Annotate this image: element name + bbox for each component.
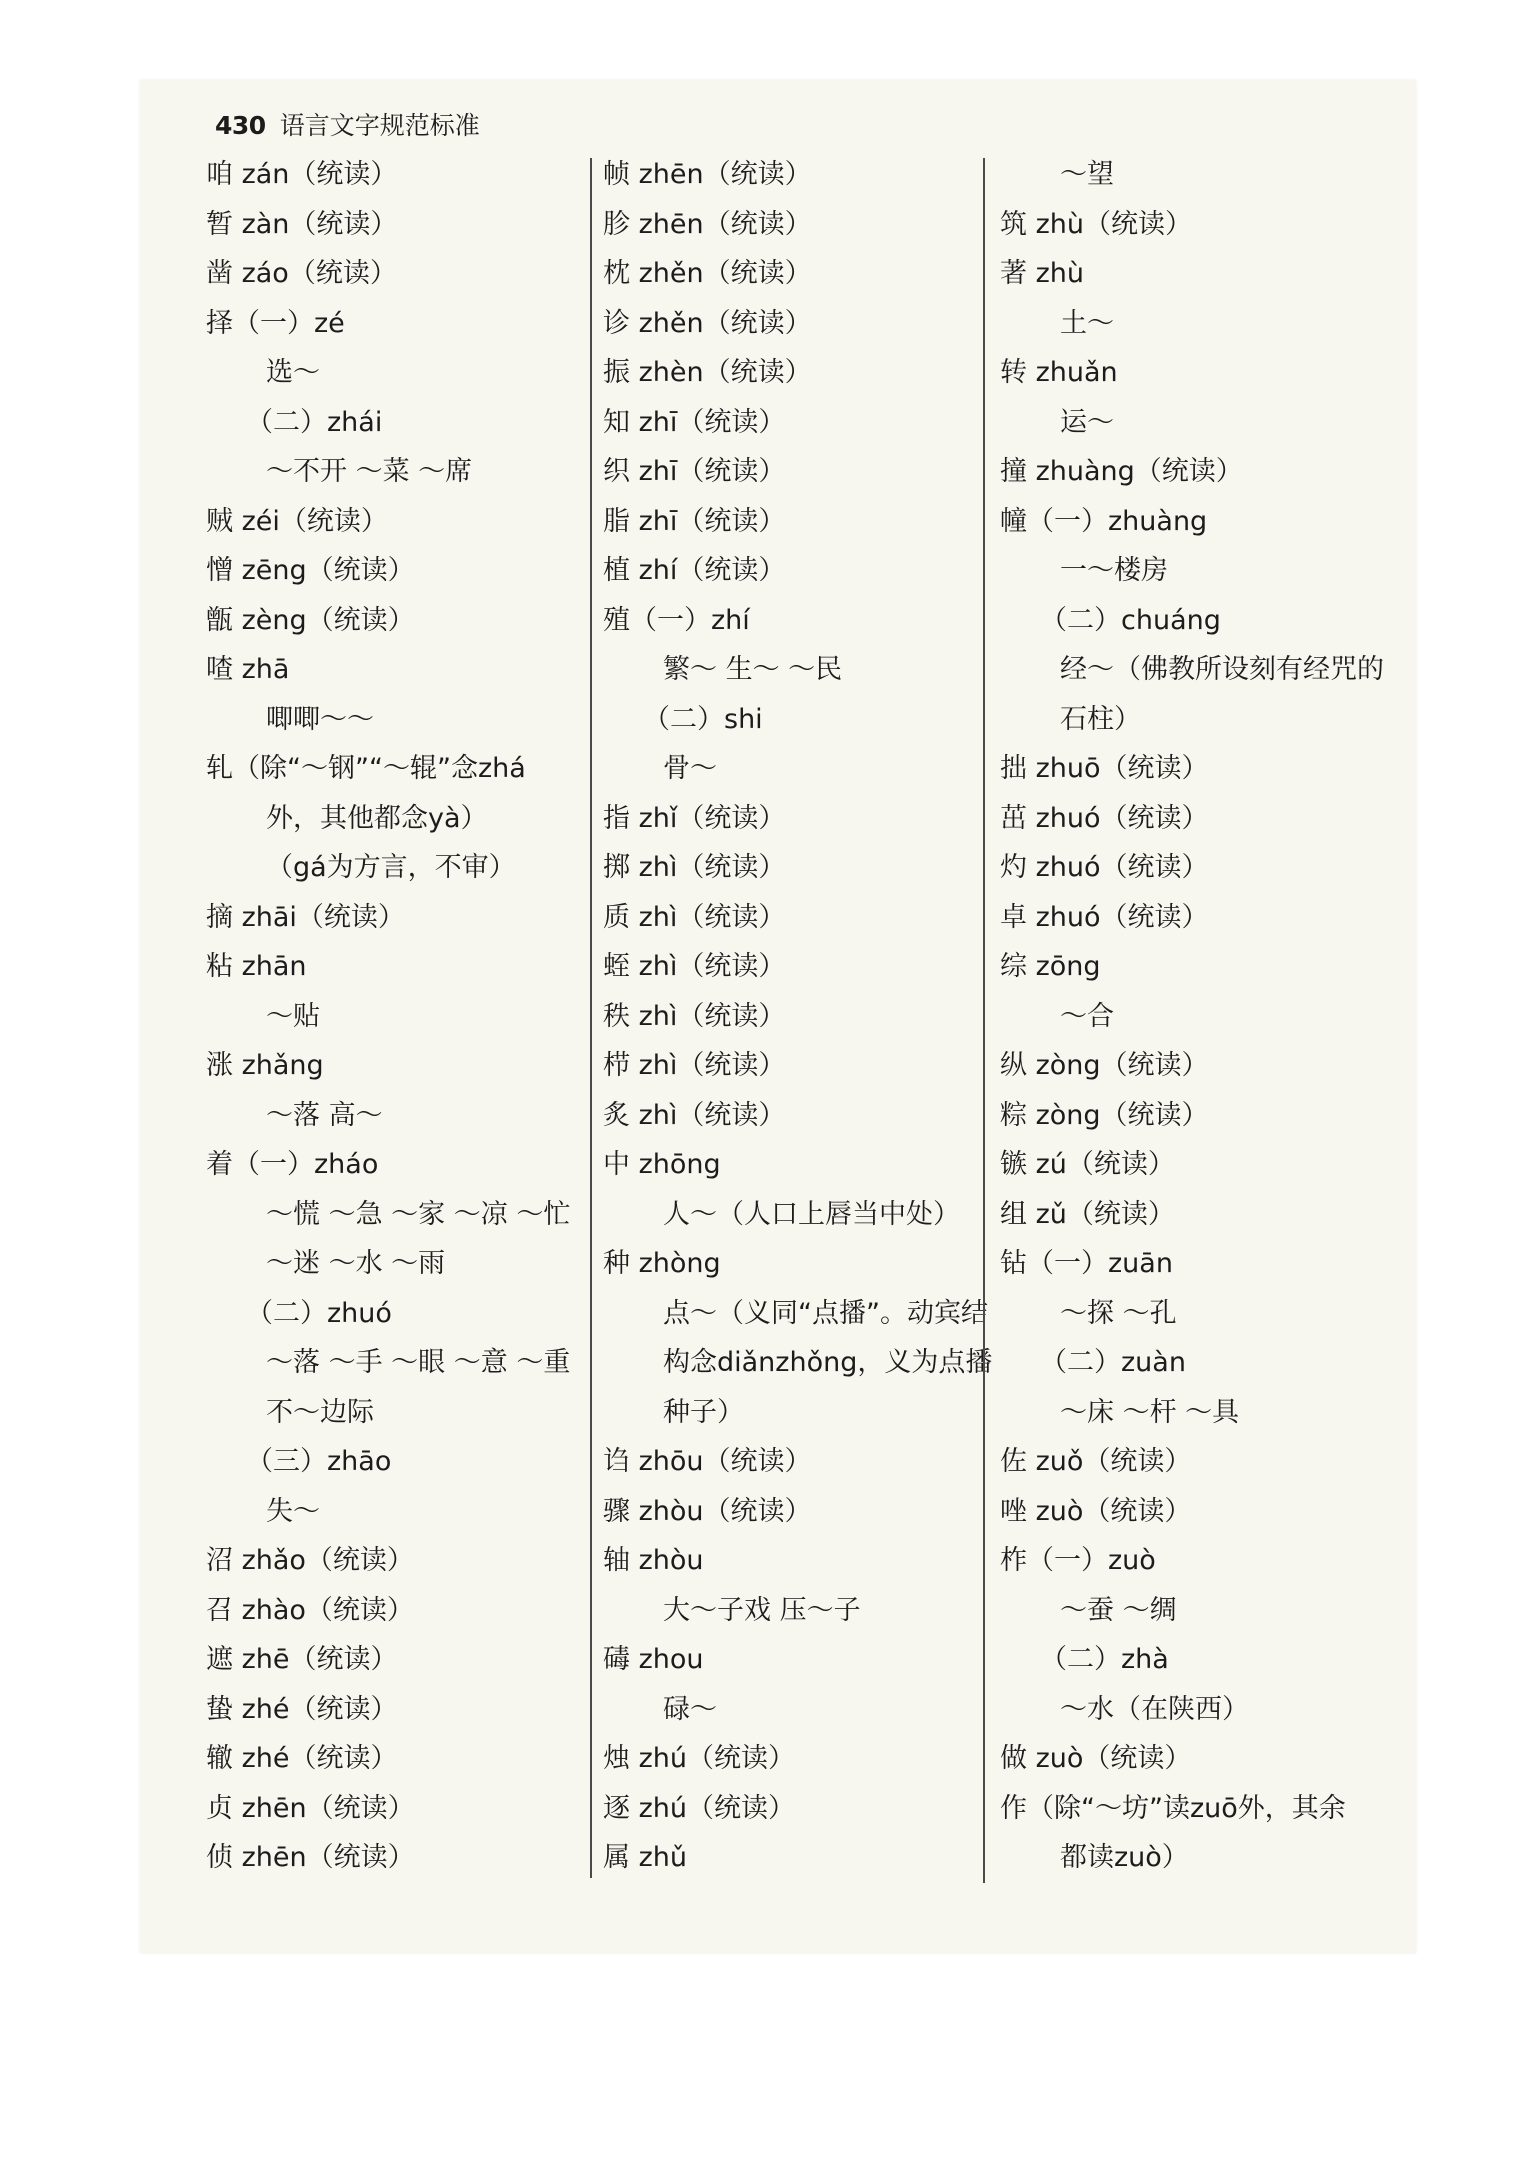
dictionary-entry: 暂 zàn（统读） — [206, 208, 398, 240]
dictionary-entry: 钻（一）zuān — [1000, 1248, 1173, 1279]
dictionary-entry: 帧 zhēn（统读） — [603, 159, 812, 190]
dictionary-entry: 粘 zhān — [206, 951, 307, 982]
dictionary-entry: 遮 zhē（统读） — [206, 1644, 398, 1675]
entry-subline: 骨～ — [663, 753, 717, 784]
dictionary-entry: 贞 zhēn（统读） — [206, 1792, 415, 1824]
dictionary-entry: 指 zhǐ（统读） — [603, 802, 786, 834]
entry-subline: ～床 ～杆 ～具 — [1060, 1396, 1240, 1428]
entry-subline: ～水（在陕西） — [1060, 1693, 1249, 1725]
dictionary-entry: 逐 zhú（统读） — [603, 1792, 795, 1824]
dictionary-entry: 脂 zhī（统读） — [603, 505, 786, 537]
dictionary-entry: 灼 zhuó（统读） — [1000, 852, 1209, 883]
dictionary-entry: 胗 zhēn（统读） — [603, 208, 812, 240]
dictionary-entry: 召 zhào（统读） — [206, 1594, 414, 1626]
entry-subline: （二）chuáng — [1040, 604, 1221, 636]
entry-subline: 点～（义同“点播”。动宾结 — [663, 1297, 988, 1329]
dictionary-entry: 镞 zú（统读） — [1000, 1149, 1175, 1180]
entry-column-1 — [206, 150, 586, 1883]
book-title: 语言文字规范标准 — [279, 111, 480, 140]
dictionary-entry: 著 zhù — [1000, 258, 1084, 289]
entry-subline: （二）zhuó — [246, 1297, 392, 1329]
dictionary-entry: 作（除“～坊”读zuō外，其余 — [1000, 1792, 1346, 1824]
entry-subline: 经～（佛教所设刻有经咒的 — [1060, 654, 1384, 685]
dictionary-entry: 转 zhuǎn — [1000, 357, 1118, 388]
dictionary-entry: 甑 zèng（统读） — [206, 604, 415, 636]
entry-subline: 失～ — [266, 1495, 320, 1527]
dictionary-entry: 憎 zēng（统读） — [206, 555, 415, 586]
dictionary-entry: 轴 zhòu — [603, 1545, 704, 1576]
dictionary-entry: 诌 zhōu（统读） — [603, 1446, 812, 1477]
entry-subline: ～贴 — [266, 1000, 320, 1032]
entry-subline: ～慌 ～急 ～家 ～凉 ～忙 — [266, 1198, 571, 1230]
dictionary-entry: 拙 zhuō（统读） — [1000, 753, 1209, 784]
dictionary-entry: 中 zhōng — [603, 1149, 721, 1180]
entry-subline: 大～子戏 压～子 — [663, 1594, 861, 1626]
dictionary-entry: 着（一）zháo — [206, 1149, 379, 1180]
dictionary-entry: 轧（除“～钢”“～辊”念zhá — [206, 753, 526, 784]
dictionary-entry: 枕 zhěn（统读） — [603, 258, 812, 289]
dictionary-entry: 植 zhí（统读） — [603, 555, 786, 586]
entry-subline: ～合 — [1060, 1000, 1114, 1032]
dictionary-entry: 粽 zòng（统读） — [1000, 1099, 1209, 1131]
entry-subline: （三）zhāo — [246, 1446, 392, 1477]
entry-subline: 不～边际 — [266, 1396, 374, 1428]
entry-subline: 选～ — [266, 357, 320, 388]
entry-subline: （gá为方言，不审） — [266, 852, 516, 883]
entry-subline: 构念diǎnzhǒng，义为点播 — [663, 1347, 993, 1378]
entry-subline: （二）shi — [643, 703, 763, 735]
entry-subline: （二）zuàn — [1040, 1347, 1186, 1378]
entry-subline: 都读zuò） — [1060, 1842, 1189, 1873]
dictionary-entry: 组 zǔ（统读） — [1000, 1198, 1175, 1230]
dictionary-entry: 侦 zhēn（统读） — [206, 1842, 415, 1873]
dictionary-entry: 碡 zhou — [603, 1644, 704, 1675]
dictionary-entry: 殖（一）zhí — [603, 604, 750, 636]
dictionary-entry: 筑 zhù（统读） — [1000, 208, 1192, 240]
running-header — [215, 110, 480, 142]
entry-subline: 石柱） — [1060, 703, 1141, 735]
dictionary-entry: 沼 zhǎo（统读） — [206, 1545, 414, 1576]
dictionary-entry: 烛 zhú（统读） — [603, 1743, 795, 1774]
entry-subline: 一～楼房 — [1060, 555, 1168, 586]
dictionary-entry: 综 zōng — [1000, 951, 1101, 982]
dictionary-entry: 喳 zhā — [206, 654, 290, 685]
dictionary-entry: 柞（一）zuò — [1000, 1545, 1156, 1576]
page-number: 430 — [215, 111, 266, 140]
entry-subline: 土～ — [1060, 307, 1114, 339]
entry-subline: 外，其他都念yà） — [266, 802, 488, 834]
dictionary-entry: 唑 zuò（统读） — [1000, 1495, 1192, 1527]
dictionary-entry: 质 zhì（统读） — [603, 901, 786, 933]
dictionary-entry: 掷 zhì（统读） — [603, 852, 786, 883]
dictionary-entry: 佐 zuǒ（统读） — [1000, 1446, 1192, 1477]
dictionary-entry: 种 zhòng — [603, 1248, 721, 1279]
entry-subline: （二）zhái — [246, 406, 383, 438]
dictionary-entry: 茁 zhuó（统读） — [1000, 802, 1209, 834]
dictionary-entry: 做 zuò（统读） — [1000, 1743, 1192, 1774]
entry-subline: ～探 ～孔 — [1060, 1297, 1177, 1329]
dictionary-entry: 秩 zhì（统读） — [603, 1000, 786, 1032]
dictionary-entry: 择（一）zé — [206, 307, 345, 339]
dictionary-entry: 卓 zhuó（统读） — [1000, 901, 1209, 933]
entry-subline: 繁～ 生～ ～民 — [663, 654, 843, 685]
dictionary-entry: 骤 zhòu（统读） — [603, 1495, 812, 1527]
entry-subline: ～落 ～手 ～眼 ～意 ～重 — [266, 1347, 571, 1378]
column-divider — [590, 158, 592, 1878]
dictionary-entry: 诊 zhěn（统读） — [603, 307, 812, 339]
dictionary-entry: 辙 zhé（统读） — [206, 1743, 398, 1774]
entry-subline: 碌～ — [663, 1693, 717, 1725]
entry-column-3 — [1000, 150, 1400, 1883]
dictionary-entry: 蛭 zhì（统读） — [603, 951, 786, 982]
dictionary-entry: 涨 zhǎng — [206, 1050, 324, 1081]
entry-subline: 唧唧～～ — [266, 703, 374, 735]
dictionary-entry: 摘 zhāi（统读） — [206, 901, 405, 933]
dictionary-entry: 蛰 zhé（统读） — [206, 1693, 398, 1725]
dictionary-entry: 贼 zéi（统读） — [206, 505, 388, 537]
entry-subline: ～迷 ～水 ～雨 — [266, 1248, 446, 1279]
dictionary-entry: 织 zhī（统读） — [603, 456, 786, 487]
dictionary-entry: 炙 zhì（统读） — [603, 1099, 786, 1131]
entry-subline: ～蚕 ～绸 — [1060, 1594, 1177, 1626]
entry-subline: 人～（人口上唇当中处） — [663, 1198, 960, 1230]
entry-subline: ～落 高～ — [266, 1099, 383, 1131]
dictionary-entry: 幢（一）zhuàng — [1000, 505, 1208, 537]
entry-subline: 种子） — [663, 1396, 744, 1428]
dictionary-entry: 栉 zhì（统读） — [603, 1050, 786, 1081]
dictionary-entry: 属 zhǔ — [603, 1842, 687, 1873]
dictionary-entry: 知 zhī（统读） — [603, 406, 786, 438]
entry-subline: ～望 — [1060, 159, 1114, 190]
dictionary-entry: 纵 zòng（统读） — [1000, 1050, 1209, 1081]
dictionary-entry: 咱 zán（统读） — [206, 159, 398, 190]
dictionary-entry: 凿 záo（统读） — [206, 258, 397, 289]
entry-column-2 — [603, 150, 993, 1883]
dictionary-entry: 振 zhèn（统读） — [603, 357, 812, 388]
entry-subline: 运～ — [1060, 406, 1114, 438]
entry-subline: （二）zhà — [1040, 1644, 1169, 1675]
entry-subline: ～不开 ～菜 ～席 — [266, 456, 473, 487]
dictionary-entry: 撞 zhuàng（统读） — [1000, 456, 1243, 487]
column-divider — [983, 158, 985, 1883]
